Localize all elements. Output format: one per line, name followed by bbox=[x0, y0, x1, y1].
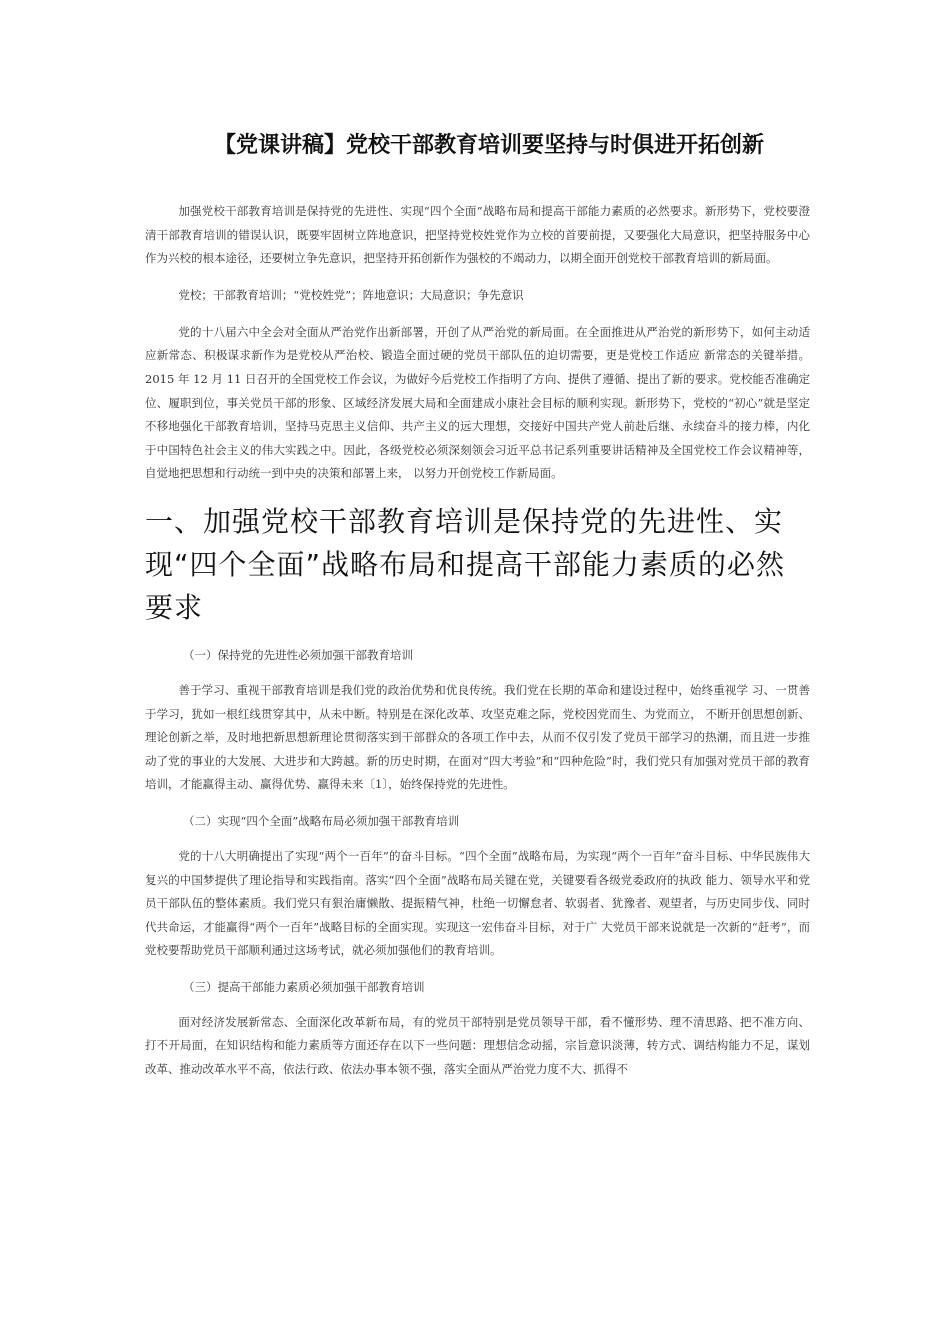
subsection-3-body: 面对经济发展新常态、全面深化改革新布局，有的党员干部特别是党员领导干部，看不懂形势、理不清思路、把不准方向、打不开局面，在知识结构和能力素质等方面还存在以下一些问题：理想信念动摇，宗旨意识淡薄，转方式、调结构能力不足，谋划改革、推动改革水平不高，依法行政、依法办事本领不强，落实全面从严治党力度不大、抓得不 bbox=[145, 1014, 810, 1077]
section-1-heading: 一、加强党校干部教育培训是保持党的先进性、实现“四个全面”战略布局和提高干部能力素质的必然要求 bbox=[145, 504, 786, 624]
subsection-1-heading: （一）保持党的先进性必须加强干部教育培训 bbox=[183, 647, 413, 662]
subsection-3-heading: （三）提高干部能力素质必须加强干部教育培训 bbox=[183, 979, 425, 994]
intro-paragraph: 党的十八届六中全会对全面从严治党作出新部署，开创了从严治党的新局面。在全面推进从严治党的新形势下，如何主动适应新常态、积极谋求新作为是党校从严治校、锻造全面过硬的党员干部队伍的迫切需要，更是党校工作适应 新常态的关键举措。2015 年 12 月 11 日召开的全国党校工作会议，为做好今后党校工作指明了方向、提供了遵循、提出了新的要求。党校能否准确定位、履职到位，事关党员干部的形象、区域经济发展大局和全面建成小康社会目标的顺利实现。新形势下，党校的“初心”就是坚定不移地强化干部教育培训，坚持马克思主义信仰、共产主义的远大理想，交接好中国共产党人前赴后继、永续奋斗的接力棒，内化于中国特色社会主义的伟大实践之中。因此，各级党校必须深刻领会习近平总书记系列重要讲话精神及全国党校工作会议精神等，自觉地把思想和行动统一到中央的决策和部署上来， 以努力开创党校工作新局面。 bbox=[145, 324, 810, 481]
document-body bbox=[145, 200, 810, 1096]
subsection-2-heading: （二）实现“四个全面”战略布局必须加强干部教育培训 bbox=[183, 813, 460, 828]
keywords-line: 党校；干部教育培训；“党校姓党”；阵地意识；大局意识；争先意识 bbox=[178, 287, 524, 302]
subsection-2-body: 党的十八大明确提出了实现“两个一百年”的奋斗目标。“四个全面”战略布局，为实现“两个一百年”奋斗目标、中华民族伟大复兴的中国梦提供了理论指导和实践指南。落实“四个全面”战略布局关键在党，关键要看各级党委政府的执政 能力、领导水平和党员干部队伍的整体素质。我们党只有狠治庸懒散、提振精气神，杜绝一切懈怠者、软弱者、犹豫者、观望者，与历史同步伐、同时代共命运，才能赢得“两个一百年”战略目标的全面实现。实现这一宏伟奋斗目标，对于广 大党员干部来说就是一次新的“赶考”，而党校要帮助党员干部顺利通过这场考试，就必须加强他们的教育培训。 bbox=[145, 848, 810, 958]
subsection-1-body: 善于学习、重视干部教育培训是我们党的政治优势和优良传统。我们党在长期的革命和建设过程中，始终重视学 习、一贯善于学习，犹如一根红线贯穿其中，从未中断。特别是在深化改革、攻坚克难之际，党校因党而生、为党而立， 不断开创思想创新、理论创新之举，及时地把新思想新理论贯彻落实到干部群众的各项工作中去，从而不仅引发了党员干部学习的热潮，而且进一步推动了党的事业的大发展、大进步和大跨越。新的历史时期，在面对“四大考验”和“四种危险”时，我们党只有加强对党员干部的教育培训，才能赢得主动、赢得优势、赢得未来〔1〕，始终保持党的先进性。 bbox=[145, 682, 810, 792]
abstract-paragraph: 加强党校干部教育培训是保持党的先进性、实现“四个全面”战略布局和提高干部能力素质的必然要求。新形势下，党校要澄清干部教育培训的错误认识，既要牢固树立阵地意识，把坚持党校姓党作为立校的首要前提，又要强化大局意识，把坚持服务中心作为兴校的根本途径，还要树立争先意识，把坚持开拓创新作为强校的不竭动力，以期全面开创党校干部教育培训的新局面。 bbox=[145, 204, 810, 266]
document-title: 【党课讲稿】党校干部教育培训要坚持与时俱进开拓创新 bbox=[213, 133, 764, 158]
